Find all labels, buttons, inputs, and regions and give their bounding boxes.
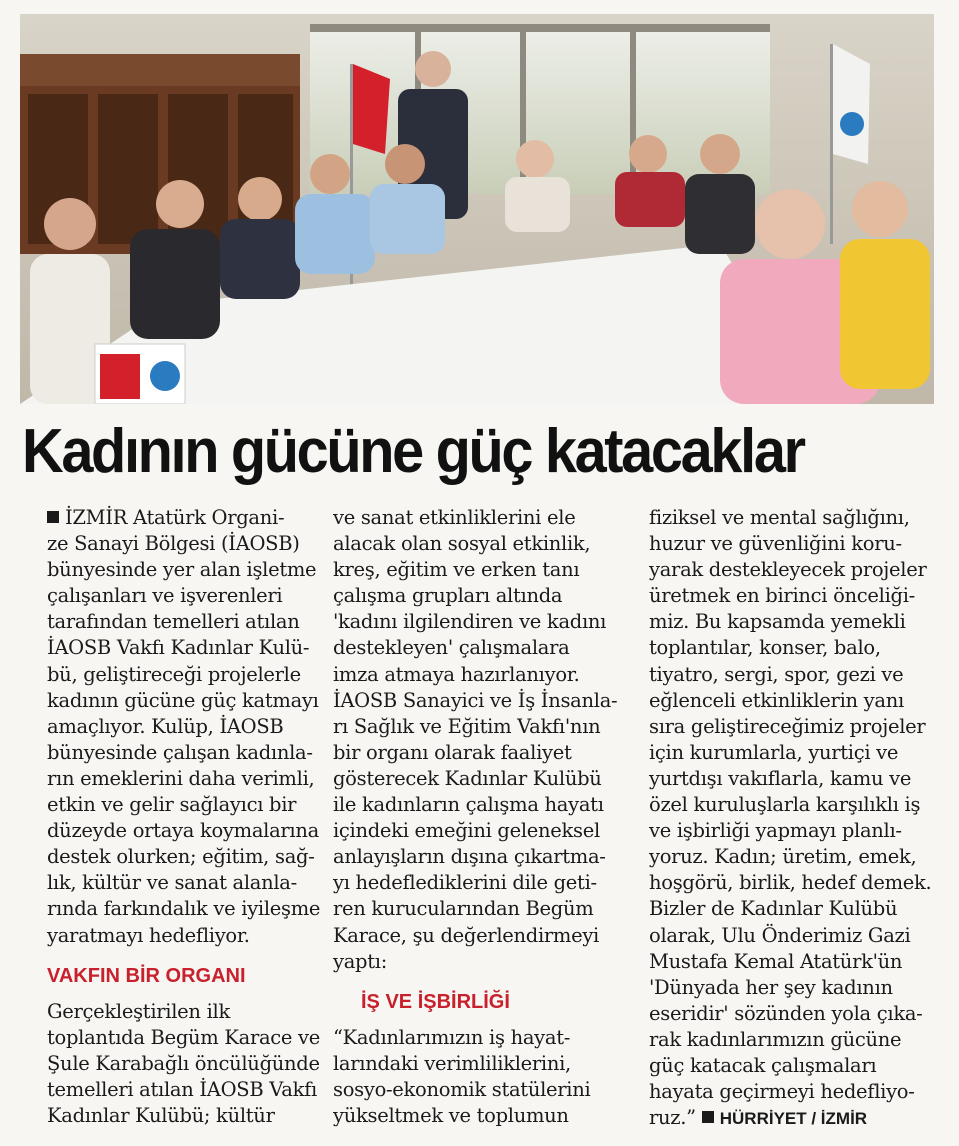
article-line: Şule Karabağlı öncülüğünde: [47, 1051, 320, 1075]
article-line: Bizler de Kadınlar Kulübü: [649, 897, 898, 921]
article-line: tiyatro, sergi, spor, gezi ve: [649, 662, 904, 686]
article-line: Gerçekleştirilen ilk: [47, 999, 230, 1023]
subheading-vakfin-bir-organi: VAKFIN BİR ORGANI: [47, 964, 246, 987]
article-line: etkin ve gelir sağlayıcı bir: [47, 793, 297, 817]
article-column-2: [333, 505, 618, 1129]
article-line: rak kadınlarımızın gücüne: [649, 1027, 902, 1051]
article-line: larındaki verimliliklerini,: [333, 1051, 571, 1075]
article-line: huzur ve güvenliğini koru-: [649, 532, 902, 556]
article-line: fiziksel ve mental sağlığını,: [649, 506, 910, 529]
article-line: amaçlıyor. Kulüp, İAOSB: [47, 714, 284, 738]
article-line: ve sanat etkinliklerini ele: [333, 506, 576, 529]
subheading-is-ve-isbirligi: İŞ VE İŞBİRLİĞİ: [361, 990, 510, 1013]
article-line: 'Dünyada her şey kadının: [649, 975, 893, 999]
article-line: hayata geçirmeyi hedefliyo-: [649, 1080, 915, 1104]
article-line: tarafından temelleri atılan: [47, 610, 300, 634]
article-line: yoruz. Kadın; üretim, emek,: [649, 845, 917, 869]
article-line: ze Sanayi Bölgesi (İAOSB): [47, 532, 300, 556]
article-line: Mustafa Kemal Atatürk'ün: [649, 949, 903, 973]
article-line: yı hedeflediklerini dile geti-: [333, 871, 597, 895]
article-line: yarak destekleyecek projeler: [649, 558, 927, 582]
photo-illustration: [20, 14, 934, 404]
article-line: destekleyen' çalışmalara: [333, 636, 570, 660]
article-line: İAOSB Vakfı Kadınlar Kulü-: [47, 636, 310, 660]
article-line: anlayışların dışına çıkartma-: [333, 845, 606, 869]
article-line: yurtdışı vakıflarla, kamu ve: [649, 766, 912, 790]
article-line: eğlenceli etkinliklerin yanı: [649, 688, 904, 712]
article-line: miz. Bu kapsamda yemekli: [649, 610, 906, 634]
article-line: rın emeklerini daha verimli,: [47, 766, 315, 790]
article-line: ren kurucularından Begüm: [333, 897, 594, 921]
article-line: İZMİR Atatürk Organi-: [47, 505, 315, 531]
article-line: olarak, Ulu Önderimiz Gazi: [649, 923, 911, 947]
article-line: ile kadınların çalışma hayatı: [333, 793, 604, 817]
article-line: 'kadını ilgilendiren ve kadını: [333, 610, 607, 634]
article-line: güç katacak çalışmaları: [649, 1053, 877, 1077]
article-line: ve işbirliği yapmayı planlı-: [649, 819, 902, 843]
article-line: toplantıda Begüm Karace ve: [47, 1025, 321, 1049]
article-line: lık, kültür ve sanat alanla-: [47, 871, 297, 895]
article-line: yaratmayı hedefliyor.: [47, 923, 250, 947]
article-line: temelleri atılan İAOSB Vakfı: [47, 1077, 317, 1101]
article-line: rı Sağlık ve Eğitim Vakfı'nın: [333, 714, 601, 738]
bullet-square-icon: [47, 511, 59, 523]
article-line: İAOSB Sanayici ve İş İnsanla-: [333, 688, 618, 712]
group-meeting-photo: [20, 14, 934, 404]
article-line: toplantılar, konser, balo,: [649, 636, 881, 660]
article-line: çalışma grupları altında: [333, 584, 563, 608]
article-line: sosyo-ekonomik statülerini: [333, 1077, 591, 1101]
article-line: gösterecek Kadınlar Kulübü: [333, 766, 602, 790]
article-column-3: [649, 505, 939, 1132]
article-line: hoşgörü, birlik, hedef demek.: [649, 871, 932, 895]
article-line: Kadınlar Kulübü; kültür: [47, 1104, 275, 1128]
article-headline: Kadının gücüne güç katacaklar: [22, 417, 804, 486]
article-line: yükseltmek ve toplumun: [333, 1104, 569, 1128]
article-line: kadının gücüne güç katmayı: [47, 688, 319, 712]
article-line: bünyesinde çalışan kadınla-: [47, 740, 313, 764]
article-line: “Kadınlarımızın iş hayat-: [333, 1025, 571, 1049]
article-line: için kurumlarla, yurtiçi ve: [649, 740, 899, 764]
article-line: eseridir' sözünden yola çıka-: [649, 1001, 923, 1025]
article-line: bir organı olarak faaliyet: [333, 740, 572, 764]
article-line: bünyesinde yer alan işletme: [47, 558, 317, 582]
article-line: alacak olan sosyal etkinlik,: [333, 532, 591, 556]
article-line: yaptı:: [333, 949, 387, 973]
article-line: destek olurken; eğitim, sağ-: [47, 845, 315, 869]
article-line: Karace, şu değerlendirmeyi: [333, 923, 599, 947]
article-column-1: [47, 505, 321, 1129]
article-line: rında farkındalık ve iyileşme: [47, 897, 321, 921]
article-line: çalışanları ve işverenleri: [47, 584, 283, 608]
article-line: bü, geliştireceği projelerle: [47, 662, 301, 686]
bullet-square-icon: [702, 1111, 714, 1123]
article-line: sıra geliştireceğimiz projeler: [649, 714, 926, 738]
article-last-line: ruz.” HÜRRİYET / İZMİR: [649, 1106, 868, 1130]
article-line: içindeki emeğini geleneksel: [333, 819, 600, 843]
article-line: kreş, eğitim ve erken tanı: [333, 558, 580, 582]
byline: HÜRRİYET / İZMİR: [719, 1109, 868, 1129]
article-line: imza atmaya hazırlanıyor.: [333, 662, 580, 686]
article-line: özel kuruluşlarla karşılıklı iş: [649, 793, 921, 817]
article-line: düzeyde ortaya koymalarına: [47, 819, 319, 843]
article-line: üretmek en birinci önceliği-: [649, 584, 915, 608]
